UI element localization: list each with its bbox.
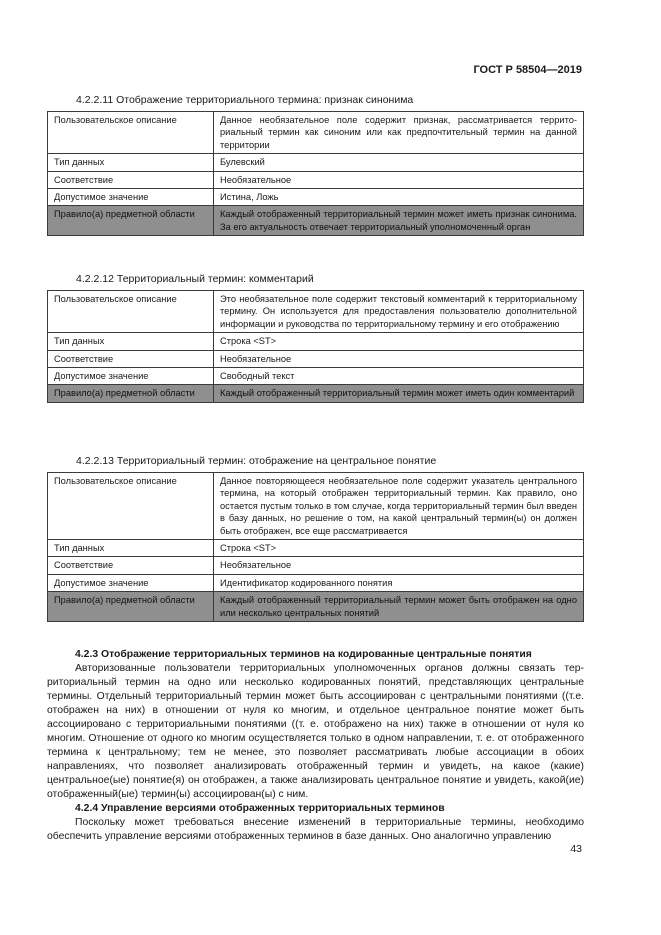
attribute-table-comment: [47, 290, 584, 403]
row-key: Соответствие: [48, 557, 214, 574]
row-value: Идентификатор кодированного понятия: [214, 574, 584, 591]
section-caption-4-2-2-11: 4.2.2.11 Отображение территориального термина: признак синонима: [76, 94, 414, 106]
row-key: Пользовательское описание: [48, 473, 214, 540]
row-key: Тип данных: [48, 333, 214, 350]
row-key: Пользовательское описание: [48, 291, 214, 333]
table-row: [48, 112, 584, 154]
row-key: Правило(а) предметной области: [48, 592, 214, 622]
row-value: Каждый отображенный территориальный термин может иметь один комментарий: [214, 385, 584, 402]
row-key: Допустимое значение: [48, 368, 214, 385]
section-paragraph-4-2-4: Поскольку может требоваться внесение изменений в территориальные термины, необходимо обеспечить управление версиями отображенных терминов в базе данных. Оно аналогично управлению: [47, 817, 584, 842]
row-value: Каждый отображенный территориальный термин может быть отображен на одно или несколько центральных понятий: [214, 592, 584, 622]
table-row: [48, 291, 584, 333]
row-value: Необязательное: [214, 557, 584, 574]
row-value: Каждый отображенный территориальный термин может иметь признак синонима. За его актуальность отвечает территориальный уполномоченный орган: [214, 206, 584, 236]
body-sections: [47, 648, 584, 844]
row-key: Соответствие: [48, 350, 214, 367]
section-caption-4-2-2-13: 4.2.2.13 Территориальный термин: отображение на центральное понятие: [76, 455, 437, 467]
row-key: Пользовательское описание: [48, 112, 214, 154]
row-key: Допустимое значение: [48, 574, 214, 591]
table-row-domain-rule: [48, 385, 584, 402]
row-key: Правило(а) предметной области: [48, 206, 214, 236]
section-paragraph-4-2-3: Авторизованные пользователи территориальных уполномоченных органов должны связать территориальный термин на одно или несколько кодированных понятий, представляющих центральные термины. Отдельный территориальный термин может быть ассоциирован с центральными понятиями ((т.е. отображен на них) в отношении от нуля ко многим, и отдельное центральное понятие может быть ассоциировано с территориальными понятиями ((т. е. отображено на них) также в отношении от нуля ко многим. Отношение от одного ко многим осуществляется только в одном направлении, т. е. от отображенного термина к центральному; тем не менее, это позволяет рассматривать любые ассоциации в обоих направлениях, что позволяет анализировать отображенный термин и увидеть, на какое (какие) центральное(ые) понятие(я) он отображен, а также анализировать центральное понятие и увидеть, какой(ие) отображенный(ые) термин(ы) ассоциирован(ы) с ним.: [47, 663, 584, 800]
row-key: Правило(а) предметной области: [48, 385, 214, 402]
section-heading-4-2-4: 4.2.4 Управление версиями отображенных территориальных терминов: [75, 803, 445, 814]
row-value: Это необязательное поле содержит текстовый комментарий к территориальному термину. Он используется для предоставления пользователю дополнительной информации и руководства по территориальному термину и его отображению: [214, 291, 584, 333]
row-value: Истина, Ложь: [214, 189, 584, 206]
row-value: Необязательное: [214, 350, 584, 367]
row-value: Данное необязательное поле содержит признак, рассматривается территориальный термин как синоним или как предпочтительный термин на данной территории: [214, 112, 584, 154]
section-heading-4-2-3: 4.2.3 Отображение территориальных терминов на кодированные центральные понятия: [75, 649, 532, 660]
table-row: [48, 473, 584, 540]
table-row: [48, 189, 584, 206]
row-value: Свободный текст: [214, 368, 584, 385]
table-row: [48, 557, 584, 574]
row-value: Строка <ST>: [214, 333, 584, 350]
table-row: [48, 350, 584, 367]
row-key: Тип данных: [48, 540, 214, 557]
table-row: [48, 154, 584, 171]
row-value: Данное повторяющееся необязательное поле содержит указатель центрального термина, на который отображен территориальный термин. Как правило, оно остается пустым только в том случае, когда территориальный термин был введен в базу данных, но решение о том, на какой центральный термин(ы) он должен быть отображен, все еще рассматривается: [214, 473, 584, 540]
attribute-table-synonym: [47, 111, 584, 236]
table-row: [48, 368, 584, 385]
row-value: Булевский: [214, 154, 584, 171]
table-row: [48, 540, 584, 557]
row-key: Тип данных: [48, 154, 214, 171]
row-value: Необязательное: [214, 171, 584, 188]
row-value: Строка <ST>: [214, 540, 584, 557]
table-row: [48, 171, 584, 188]
table-row-domain-rule: [48, 592, 584, 622]
table-row: [48, 574, 584, 591]
page-number: 43: [570, 843, 582, 855]
row-key: Соответствие: [48, 171, 214, 188]
row-key: Допустимое значение: [48, 189, 214, 206]
standard-designation: ГОСТ Р 58504—2019: [473, 64, 582, 76]
attribute-table-central-concept: [47, 472, 584, 622]
section-caption-4-2-2-12: 4.2.2.12 Территориальный термин: комментарий: [76, 273, 314, 285]
table-row: [48, 333, 584, 350]
table-row-domain-rule: [48, 206, 584, 236]
